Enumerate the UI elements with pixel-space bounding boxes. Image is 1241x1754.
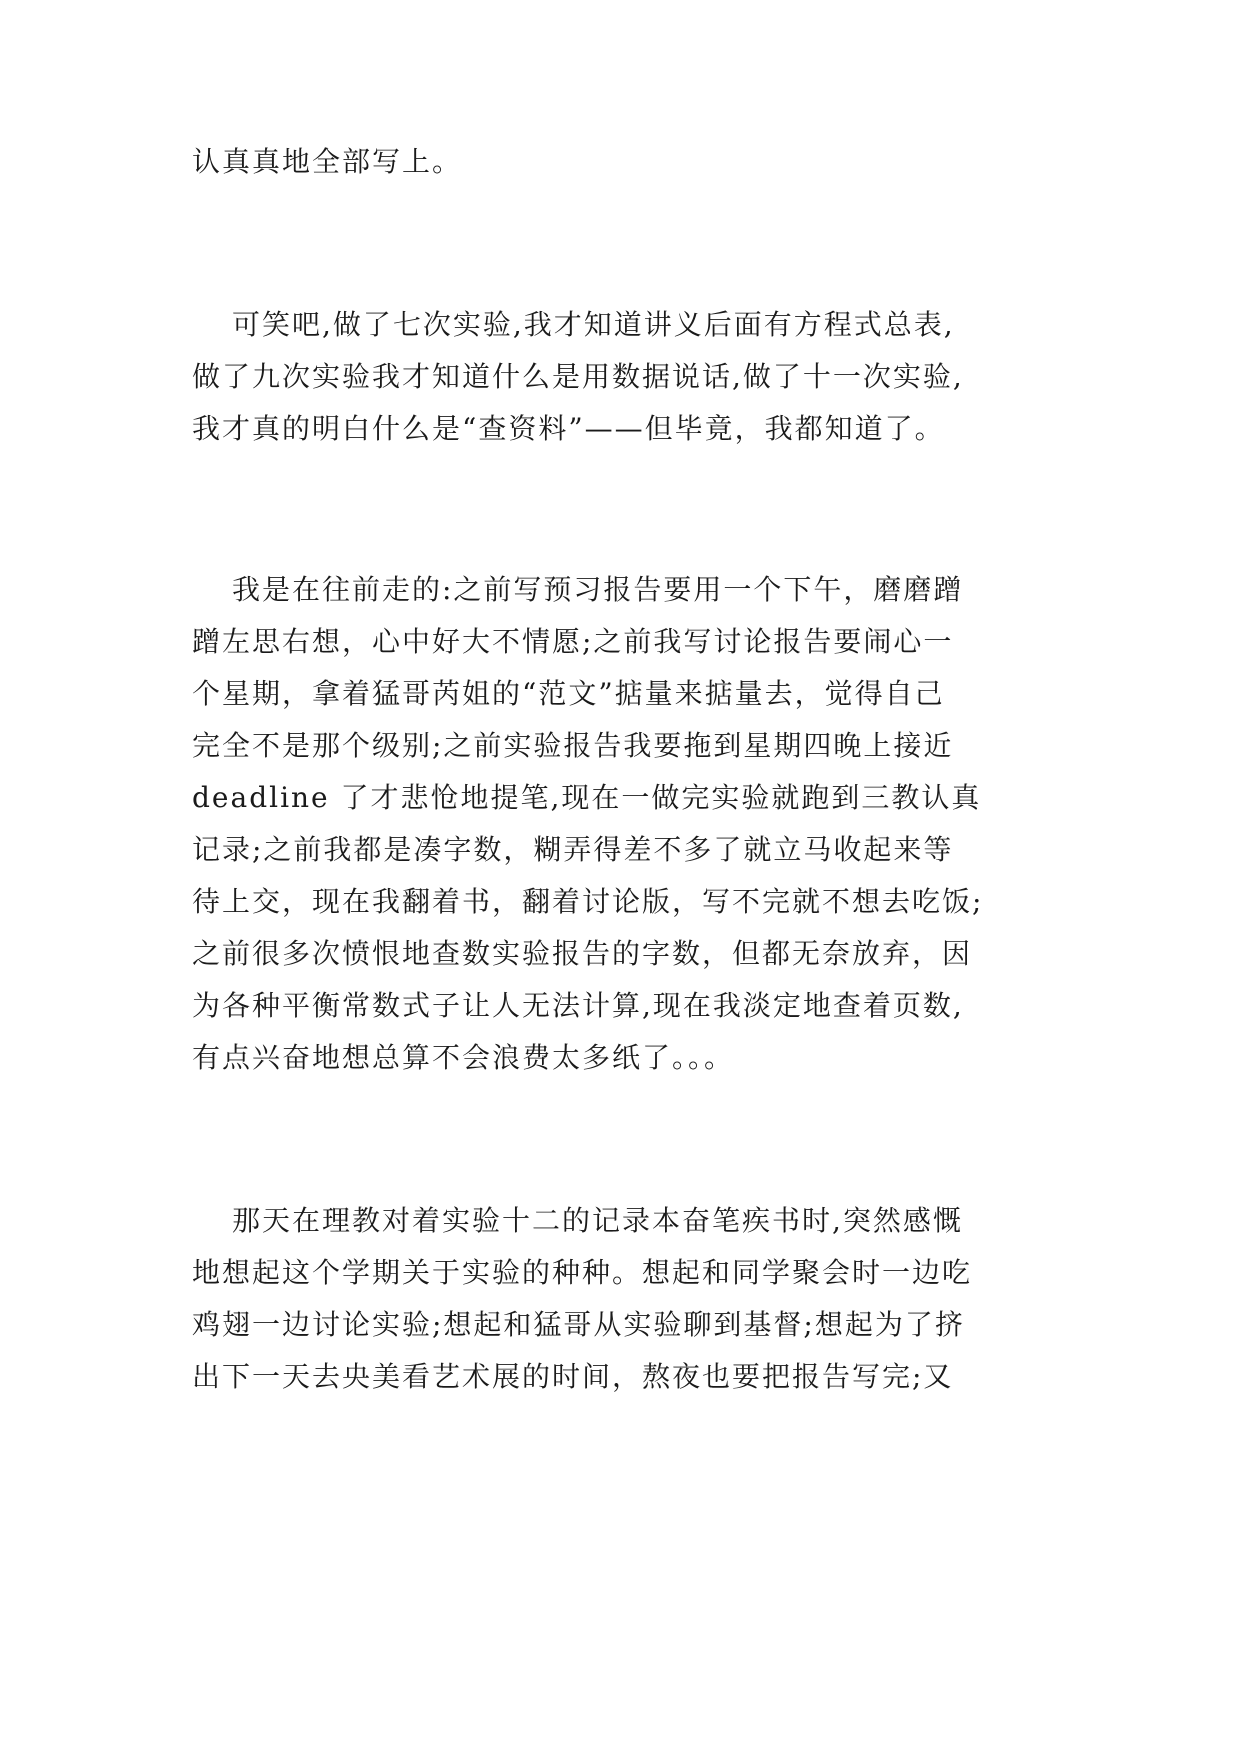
paragraph-4-line-1: 那天在理教对着实验十二的记录本奋笔疾书时,突然感慨 xyxy=(232,1204,963,1237)
paragraph-3-line-1: 我是在往前走的:之前写预习报告要用一个下午，磨磨蹭 xyxy=(232,573,964,606)
paragraph-2-line-3: 我才真的明白什么是“查资料”——但毕竟，我都知道了。 xyxy=(192,412,945,445)
paragraph-4-line-4: 出下一天去央美看艺术展的时间，熬夜也要把报告写完;又 xyxy=(192,1360,954,1393)
paragraph-3-line-8: 之前很多次愤恨地查数实验报告的字数，但都无奈放弃，因 xyxy=(192,937,973,970)
paragraph-2-line-1: 可笑吧,做了七次实验,我才知道讲义后面有方程式总表, xyxy=(232,308,955,341)
paragraph-3-line-7: 待上交，现在我翻着书，翻着讨论版，写不完就不想去吃饭; xyxy=(192,885,984,918)
paragraph-3-line-9: 为各种平衡常数式子让人无法计算,现在我淡定地查着页数, xyxy=(192,989,964,1022)
paragraph-4-line-3: 鸡翅一边讨论实验;想起和猛哥从实验聊到基督;想起为了挤 xyxy=(192,1308,965,1341)
paragraph-3-line-5: deadline 了才悲怆地提笔,现在一做完实验就跑到三教认真 xyxy=(192,781,982,814)
paragraph-4-line-2: 地想起这个学期关于实验的种种。想起和同学聚会时一边吃 xyxy=(192,1256,973,1289)
paragraph-1-line-1: 认真真地全部写上。 xyxy=(192,145,463,178)
paragraph-3-line-2: 蹭左思右想，心中好大不情愿;之前我写讨论报告要闹心一 xyxy=(192,625,954,658)
paragraph-3-line-10: 有点兴奋地想总算不会浪费太多纸了。。。 xyxy=(192,1041,735,1074)
paragraph-3-line-3: 个星期，拿着猛哥芮姐的“范文”掂量来掂量去，觉得自己 xyxy=(192,677,945,710)
paragraph-3-line-4: 完全不是那个级别;之前实验报告我要拖到星期四晚上接近 xyxy=(192,729,954,762)
paragraph-3-line-6: 记录;之前我都是凑字数，糊弄得差不多了就立马收起来等 xyxy=(192,833,954,866)
paragraph-2-line-2: 做了九次实验我才知道什么是用数据说话,做了十一次实验, xyxy=(192,360,964,393)
